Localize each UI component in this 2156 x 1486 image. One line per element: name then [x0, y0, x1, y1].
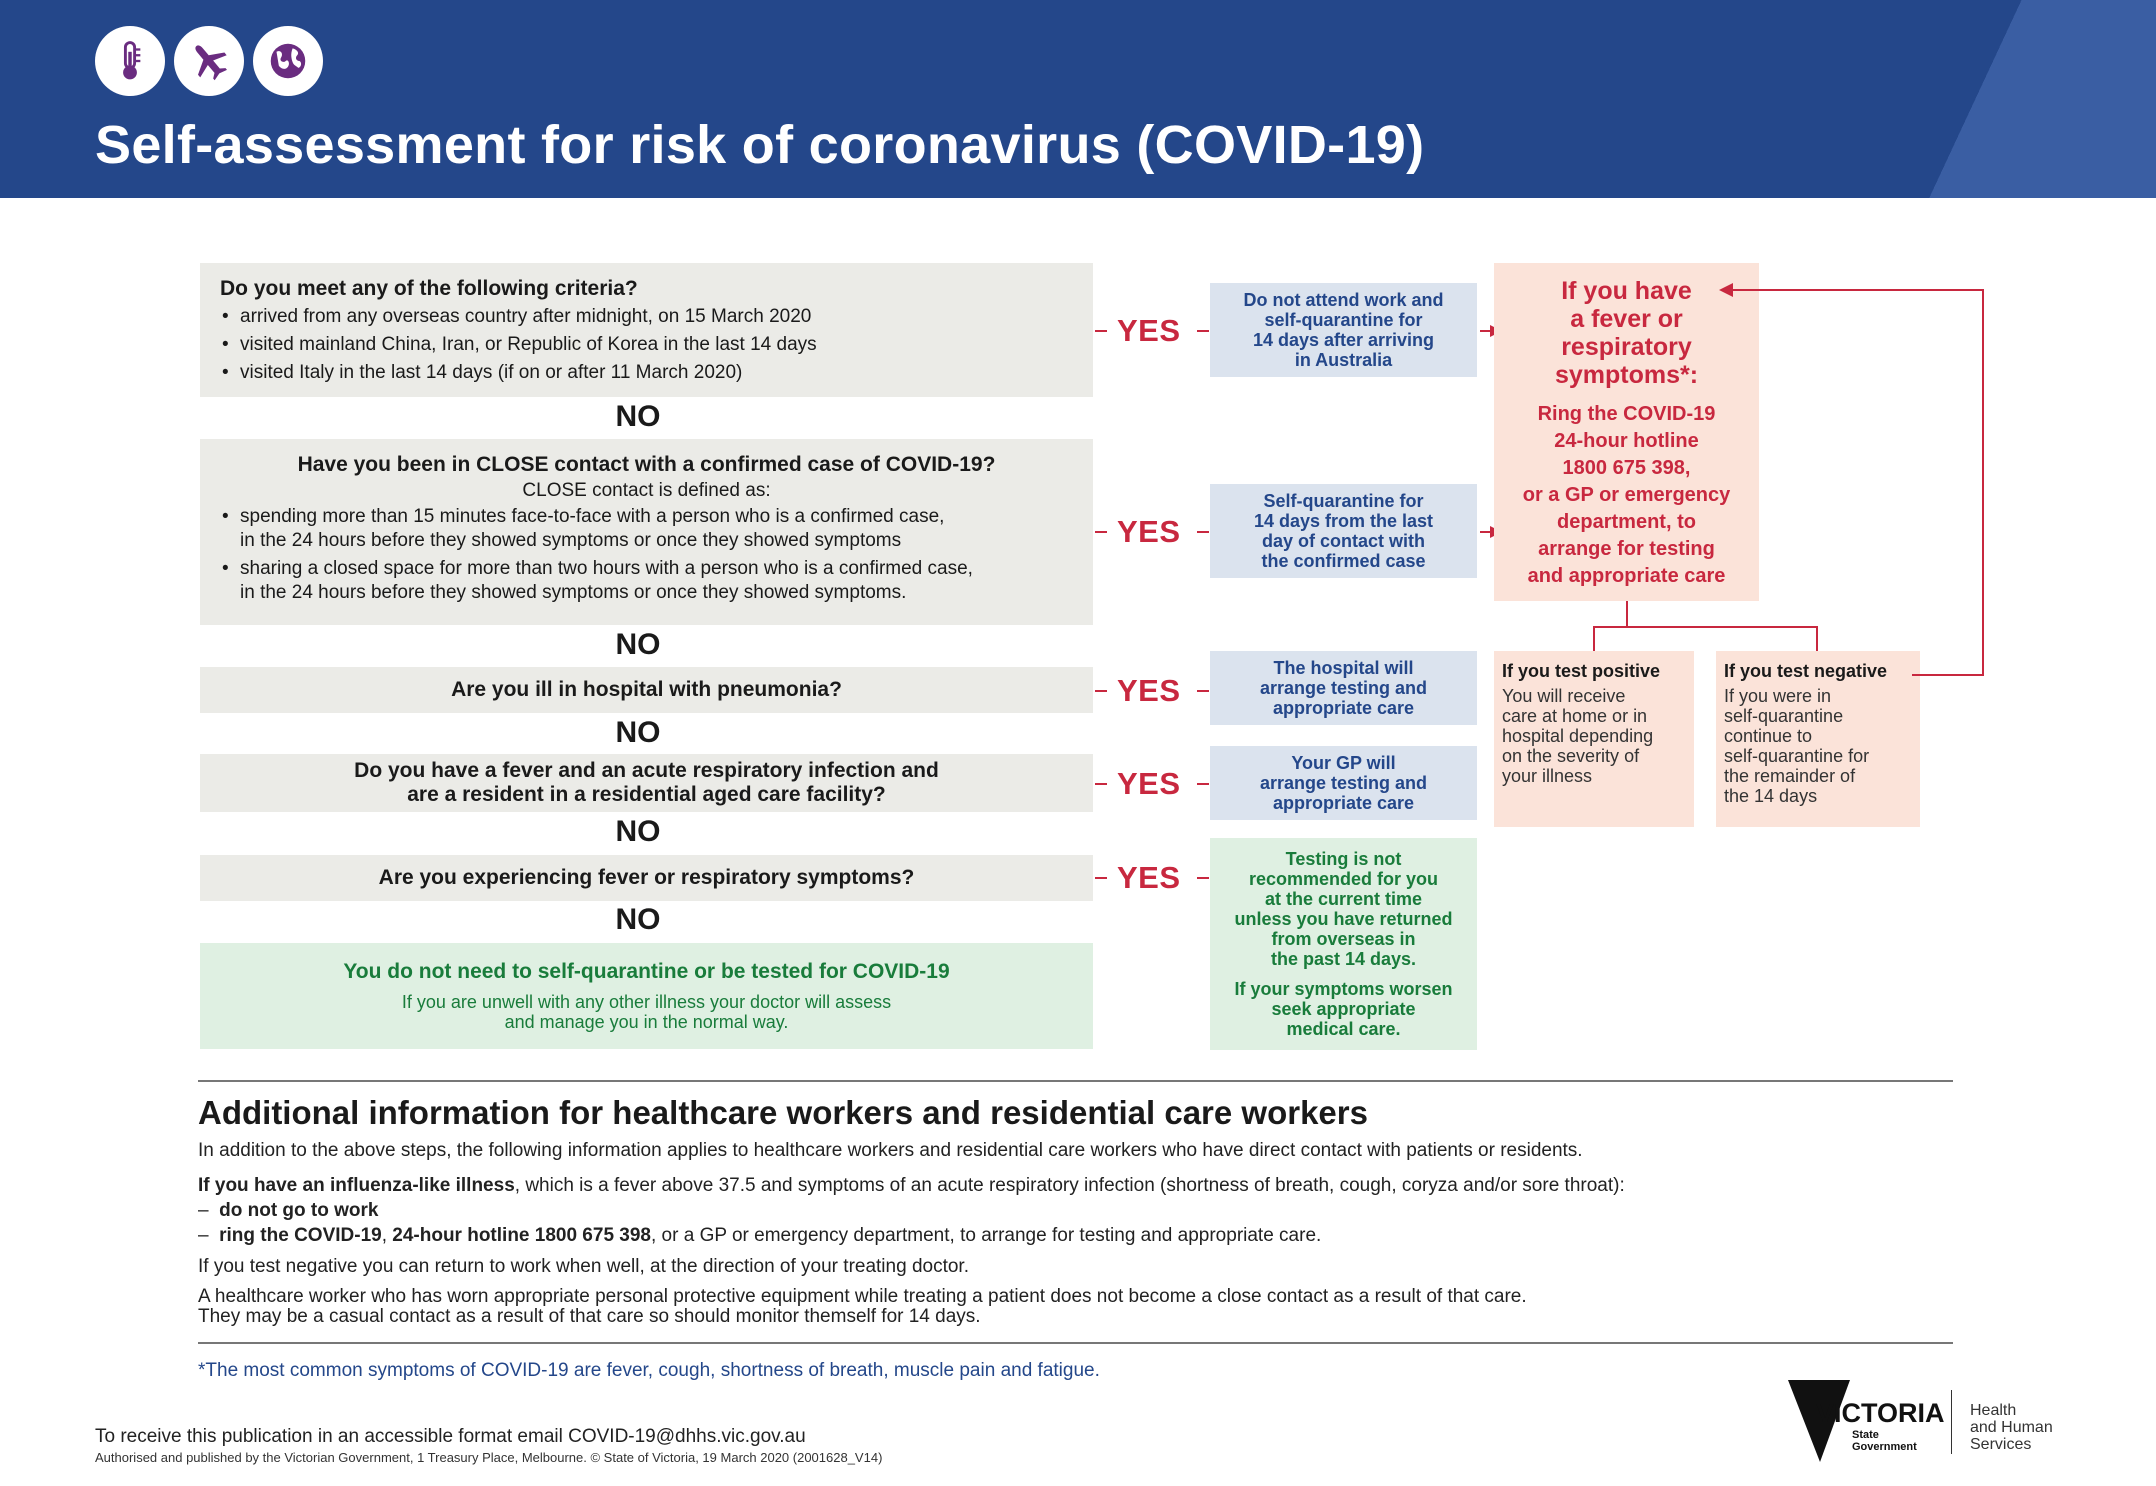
question-4-title-line: are a resident in a residential aged care facility?	[407, 783, 886, 806]
yes-label-5: YES	[1117, 860, 1181, 895]
header-banner	[0, 0, 2156, 198]
close-contact-item	[220, 505, 1073, 553]
test-positive-line: on the severity of	[1502, 746, 1640, 766]
action-line: seek appropriate	[1271, 999, 1416, 1019]
action-box-2	[1210, 484, 1477, 578]
yes-connector	[1095, 877, 1107, 879]
department-name	[1970, 1402, 2053, 1453]
close-contact-line: sharing a closed space for more than two hours with a person who is a confirmed case,	[240, 558, 973, 579]
action-box-5	[1210, 838, 1477, 1050]
criteria-item: • visited mainland China, Iran, or Republic of Korea in the last 14 days	[220, 333, 1073, 357]
action-line: Self-quarantine for	[1263, 491, 1424, 511]
action-line: the confirmed case	[1261, 551, 1426, 571]
action-line: unless you have returned	[1234, 909, 1453, 929]
question-2-subtitle: CLOSE contact is defined as:	[522, 480, 771, 501]
state-government-line: Government	[1852, 1441, 1917, 1453]
no-label-1: NO	[615, 400, 661, 433]
ppe-line-1: A healthcare worker who has worn appropriate personal protective equipment while treating a patient does not become a close contact as a result of that care.	[198, 1286, 1527, 1307]
loop-line	[1912, 674, 1984, 676]
ili-bold: If you have an influenza-like illness	[198, 1175, 515, 1196]
ili-dash-hotline: 24-hour hotline 1800 675 398	[392, 1225, 651, 1246]
branch-line	[1593, 626, 1595, 651]
action-line: arrange testing and	[1259, 773, 1428, 793]
action-line: self-quarantine for	[1264, 310, 1423, 330]
action-line: 14 days from the last	[1253, 511, 1434, 531]
test-negative-line: self-quarantine for	[1724, 746, 1870, 766]
ppe-line-2: They may be a casual contact as a result of that care so should monitor themself for 14 days.	[198, 1306, 981, 1327]
question-box-3	[200, 667, 1093, 713]
header-decoration	[1836, 0, 2156, 198]
ili-rest: , which is a fever above 37.5 and symptoms of an acute respiratory infection (shortness of breath, cough, coryza and/or sore throat):	[514, 1175, 1625, 1196]
yes-connector	[1095, 330, 1107, 332]
close-contact-line: in the 24 hours before they showed symptoms or once they showed symptoms.	[240, 582, 907, 603]
criteria-list	[220, 305, 1073, 385]
department-line: Health	[1970, 1402, 2017, 1419]
fever-heading-line: If you have	[1561, 277, 1692, 305]
divider	[198, 1342, 1953, 1344]
fever-heading-line: a fever or	[1570, 305, 1683, 333]
fever-heading-line: symptoms*:	[1554, 361, 1699, 389]
fever-symptoms-box	[1494, 263, 1759, 601]
yes-connector	[1095, 783, 1107, 785]
no-quarantine-body-line: If you are unwell with any other illness your doctor will assess	[401, 992, 892, 1012]
close-contact-item	[220, 557, 1073, 605]
branch-line	[1816, 626, 1818, 651]
action-line: Do not attend work and	[1243, 290, 1444, 310]
test-positive-title: If you test positive	[1502, 661, 1661, 681]
ili-dash-rest: , or a GP or emergency department, to arrange for testing and appropriate care.	[651, 1225, 1322, 1246]
footer-authorised: Authorised and published by the Victorian Government, 1 Treasury Place, Melbourne. © State of Victoria, 19 March 2020 (2001628_V14)	[95, 1450, 883, 1465]
ili-dash-item-1: – do not go to work	[198, 1200, 379, 1221]
test-positive-box	[1494, 651, 1694, 827]
criteria-item: • arrived from any overseas country after midnight, on 15 March 2020	[220, 305, 1073, 329]
action-line: day of contact with	[1261, 531, 1425, 551]
action-box-3	[1210, 651, 1477, 725]
fever-body-line: arrange for testing	[1538, 538, 1715, 560]
negative-return-text: If you test negative you can return to work when well, at the direction of your treating doctor.	[198, 1256, 969, 1277]
ili-dash-item-2: – ring the COVID-19, 24-hour hotline 1800 675 398, or a GP or emergency department, to arrange for testing and appropriate care.	[198, 1225, 1322, 1246]
fever-body-line: 1800 675 398,	[1562, 457, 1691, 479]
test-negative-line: continue to	[1724, 726, 1813, 746]
department-line: and Human	[1970, 1419, 2053, 1436]
department-line: Services	[1970, 1436, 2032, 1453]
yes-label-3: YES	[1117, 673, 1181, 708]
question-3-title: Are you ill in hospital with pneumonia?	[451, 678, 842, 701]
additional-intro: In addition to the above steps, the following information applies to healthcare workers and residential care workers who have direct contact with patients or residents.	[198, 1140, 1583, 1161]
question-box-4	[200, 754, 1093, 812]
action-box-4	[1210, 746, 1477, 820]
globe-icon	[253, 26, 323, 96]
test-negative-line: the 14 days	[1724, 786, 1818, 806]
branch-line	[1593, 626, 1818, 628]
test-negative-line: the remainder of	[1724, 766, 1856, 786]
page-title: Self-assessment for risk of coronavirus (COVID-19)	[95, 115, 1425, 175]
ili-paragraph	[198, 1175, 1625, 1197]
question-1-title: Do you meet any of the following criteria?	[220, 277, 638, 300]
question-box-2	[200, 439, 1093, 625]
test-negative-line: If you were in	[1724, 686, 1832, 706]
question-2-title: Have you been in CLOSE contact with a confirmed case of COVID-19?	[297, 453, 996, 476]
yes-connector	[1197, 531, 1209, 533]
logo-separator	[1951, 1390, 1952, 1454]
airplane-icon	[174, 26, 244, 96]
symptoms-footnote: *The most common symptoms of COVID-19 are fever, cough, shortness of breath, muscle pain and fatigue.	[198, 1360, 1100, 1381]
fever-body-line: Ring the COVID-19	[1537, 403, 1716, 425]
yes-connector	[1095, 531, 1107, 533]
action-box-1	[1210, 283, 1477, 377]
close-contact-list	[220, 505, 1073, 605]
close-contact-line: in the 24 hours before they showed symptoms or once they showed symptoms	[240, 530, 902, 551]
yes-connector	[1095, 690, 1107, 692]
additional-info-title: Additional information for healthcare workers and residential care workers	[198, 1094, 1368, 1131]
yes-label-1: YES	[1117, 313, 1181, 348]
action-line: If your symptoms worsen	[1234, 979, 1453, 999]
action-line: at the current time	[1264, 889, 1423, 909]
ili-dash-bold: ring the COVID-19	[219, 1225, 382, 1246]
action-line: recommended for you	[1248, 869, 1439, 889]
action-line: 14 days after arriving	[1252, 330, 1435, 350]
action-line: Testing is not	[1285, 849, 1402, 869]
yes-connector	[1197, 877, 1209, 879]
no-quarantine-title: You do not need to self-quarantine or be tested for COVID-19	[343, 960, 950, 983]
ili-dash-separator: ,	[381, 1225, 393, 1246]
no-label-4: NO	[615, 815, 661, 848]
action-line: medical care.	[1286, 1019, 1401, 1039]
action-line: in Australia	[1294, 350, 1393, 370]
yes-label-2: YES	[1117, 514, 1181, 549]
action-line: from overseas in	[1271, 929, 1416, 949]
fever-heading-line: respiratory	[1561, 333, 1692, 361]
action-line: Your GP will	[1291, 753, 1396, 773]
action-line: the past 14 days.	[1270, 949, 1417, 969]
test-negative-box	[1716, 651, 1920, 827]
question-5-title: Are you experiencing fever or respiratory symptoms?	[378, 866, 915, 889]
loop-line	[1733, 289, 1984, 291]
fever-body-line: department, to	[1557, 511, 1696, 533]
test-positive-line: hospital depending	[1502, 726, 1654, 746]
no-label-3: NO	[615, 716, 661, 749]
thermometer-icon	[95, 26, 165, 96]
yes-connector	[1197, 690, 1209, 692]
fever-body-line: 24-hour hotline	[1554, 430, 1699, 452]
victoria-wordmark: VICTORIA	[1816, 1398, 1945, 1428]
divider	[198, 1080, 1953, 1082]
action-line: appropriate care	[1272, 793, 1415, 813]
action-line: The hospital will	[1273, 658, 1414, 678]
yes-label-4: YES	[1117, 766, 1181, 801]
yes-connector	[1197, 330, 1209, 332]
test-negative-title: If you test negative	[1724, 661, 1888, 681]
no-quarantine-body-line: and manage you in the normal way.	[504, 1012, 789, 1032]
footer-accessible-format: To receive this publication in an accessible format email COVID-19@dhhs.vic.gov.au	[95, 1426, 806, 1447]
branch-line	[1626, 601, 1628, 627]
criteria-item: • visited Italy in the last 14 days (if on or after 11 March 2020)	[220, 361, 1073, 385]
arrow-left-icon	[1719, 283, 1733, 297]
ili-dash-text: do not go to work	[219, 1200, 379, 1221]
close-contact-line: spending more than 15 minutes face-to-face with a person who is a confirmed case,	[240, 506, 945, 527]
fever-body-line: and appropriate care	[1527, 565, 1726, 587]
question-4-title-line: Do you have a fever and an acute respiratory infection and	[354, 759, 939, 782]
no-label-5: NO	[615, 903, 661, 936]
action-line: arrange testing and	[1259, 678, 1428, 698]
state-government-line: State	[1852, 1429, 1879, 1441]
test-negative-line: self-quarantine	[1724, 706, 1844, 726]
test-positive-line: You will receive	[1502, 686, 1626, 706]
action-line: appropriate care	[1272, 698, 1415, 718]
question-box-1	[200, 263, 1093, 397]
question-box-5	[200, 855, 1093, 901]
test-positive-line: care at home or in	[1502, 706, 1648, 726]
test-positive-line: your illness	[1502, 766, 1593, 786]
no-quarantine-box	[200, 943, 1093, 1049]
victoria-logo	[1788, 1378, 1945, 1462]
loop-line	[1982, 289, 1984, 676]
yes-connector	[1197, 783, 1209, 785]
fever-body-line: or a GP or emergency	[1522, 484, 1731, 506]
no-label-2: NO	[615, 628, 661, 661]
